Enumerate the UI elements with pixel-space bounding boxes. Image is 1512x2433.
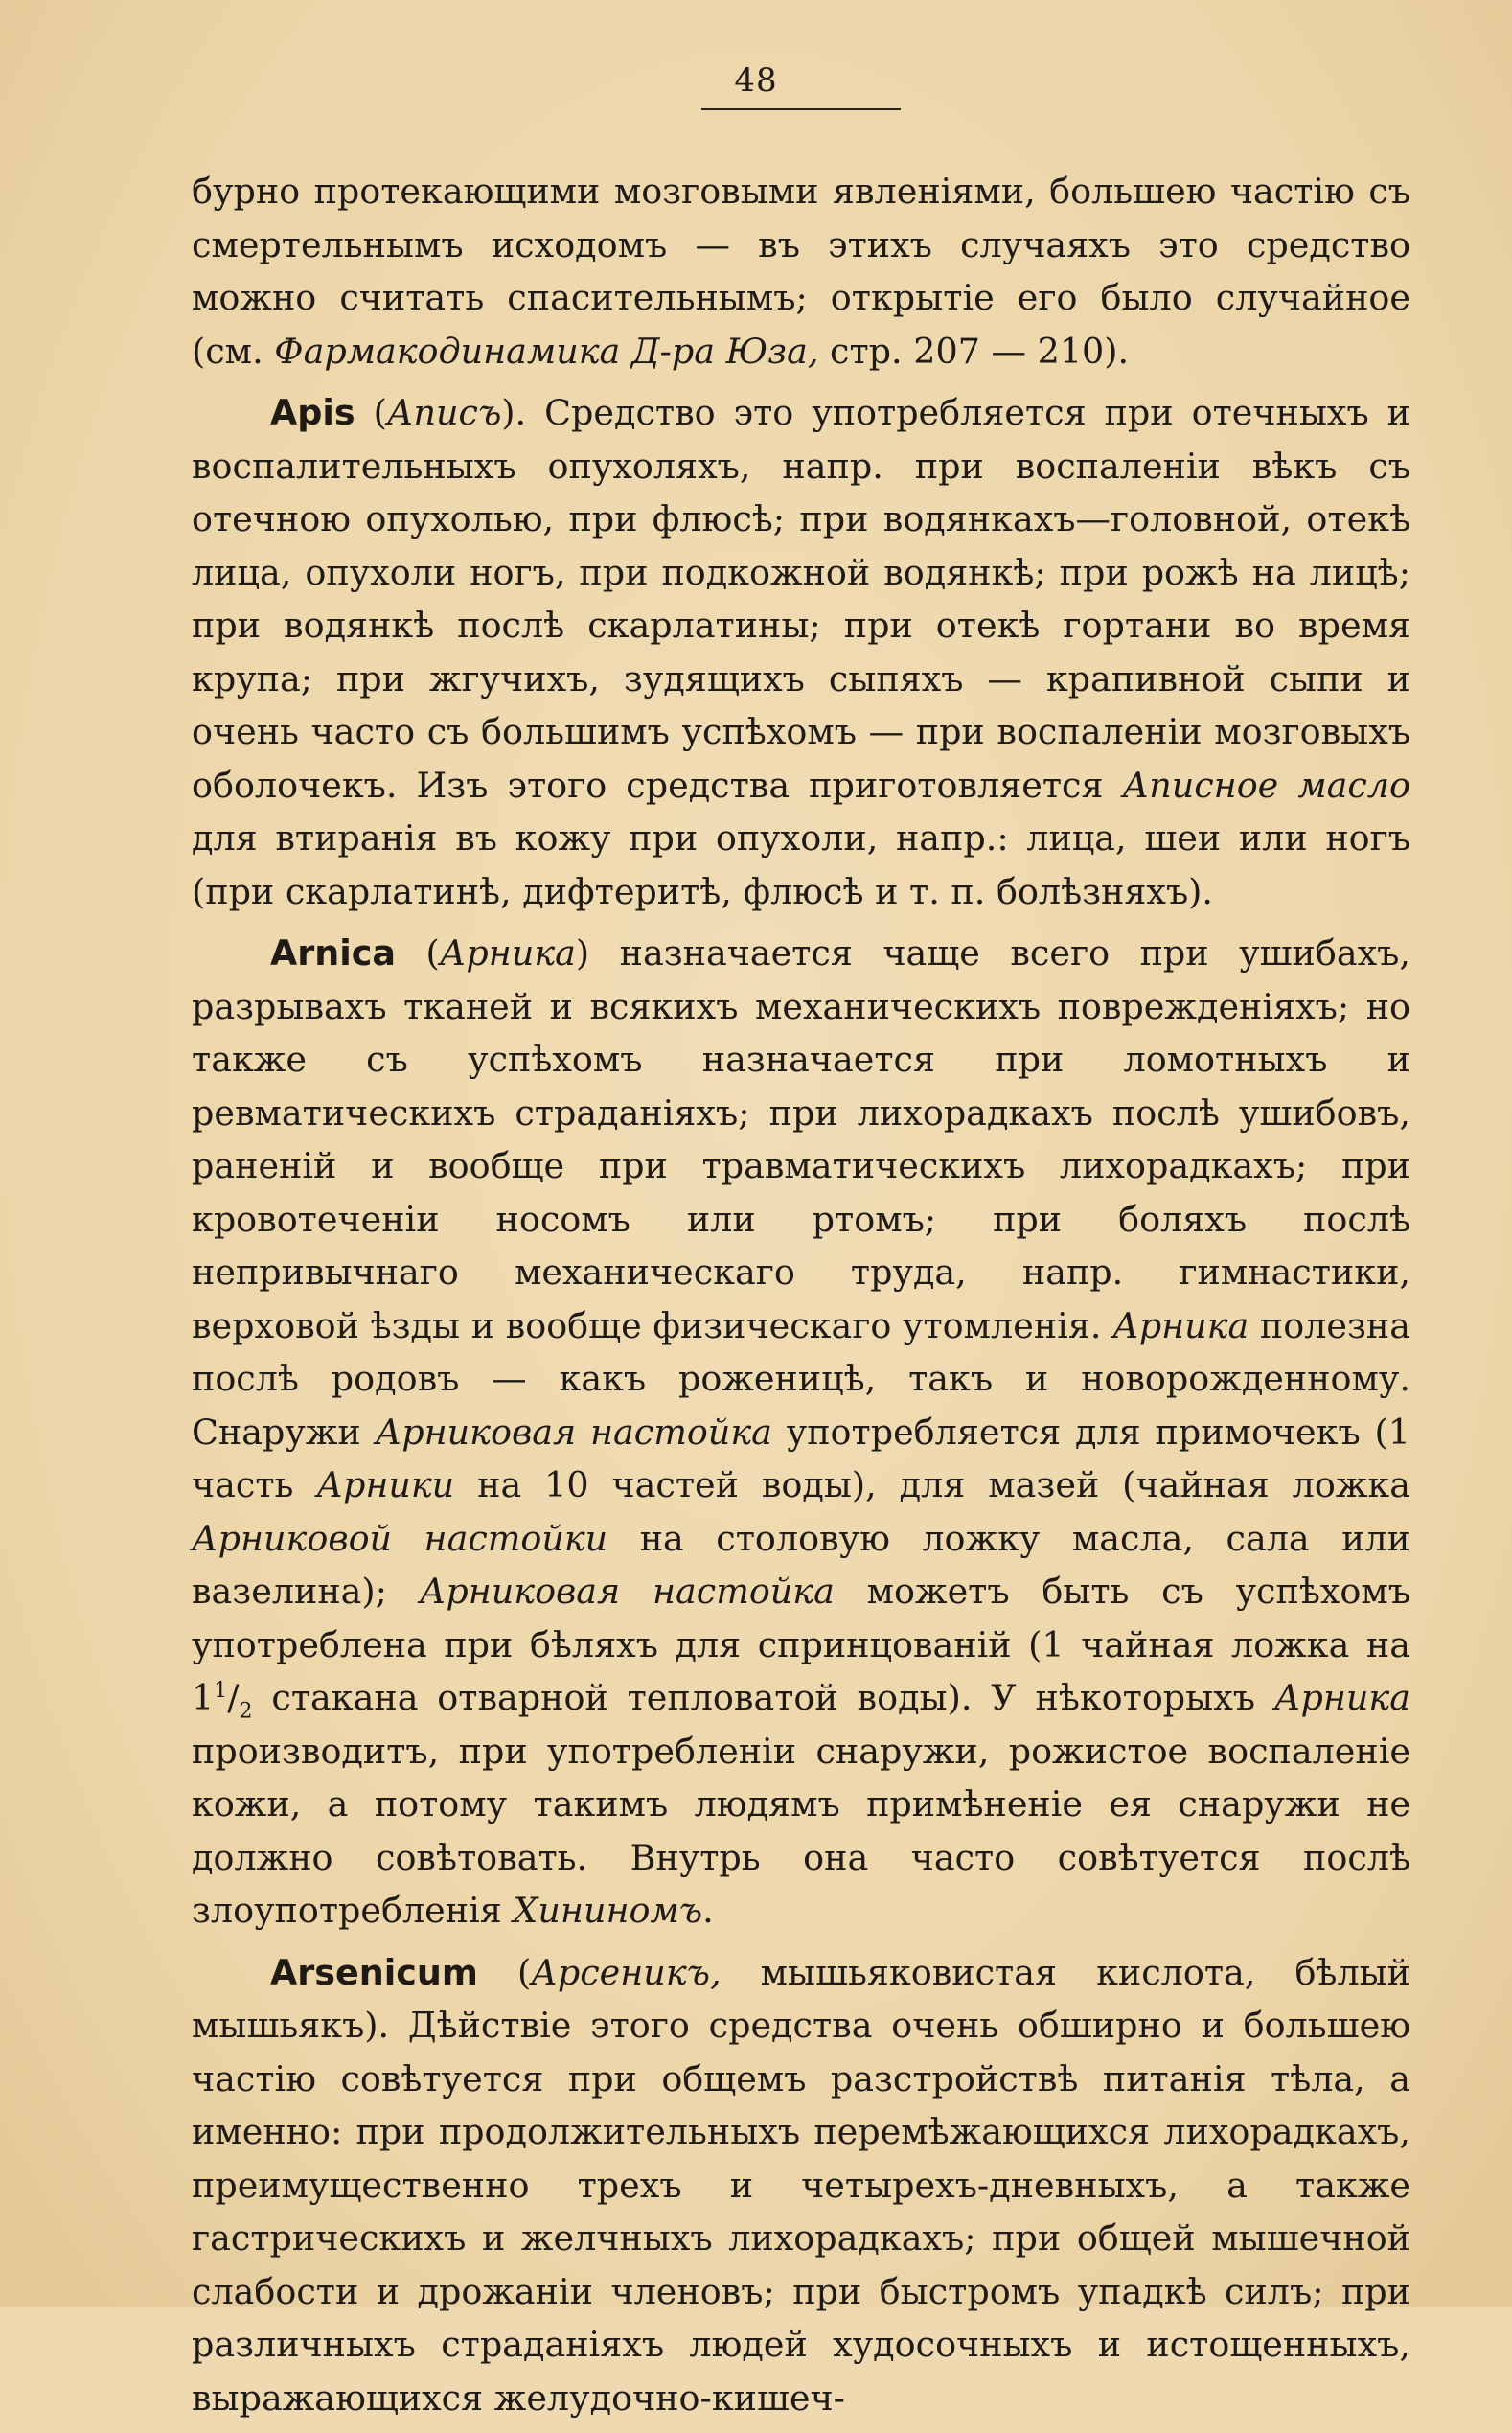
text-run: можетъ быть съ успѣхомъ употреблена при бѣляхъ для спринцованій (1 чайная ложка на 1 xyxy=(192,1571,1411,1718)
header-rule xyxy=(701,108,901,110)
text-run: употребляется для примочекъ (1 часть xyxy=(192,1411,1410,1505)
italic-term: Аписъ xyxy=(386,392,502,433)
italic-term: Арсеникъ, xyxy=(531,1951,722,1993)
body-text xyxy=(192,165,1410,2433)
text-run: на столовую ложку масла, сала или вазелина); xyxy=(192,1517,1410,1612)
text-run: ( xyxy=(396,932,440,974)
italic-term: Арника xyxy=(439,932,576,974)
italic-term: Арника xyxy=(1112,1304,1249,1346)
italic-term: Хининомъ xyxy=(513,1890,703,1931)
italic-reference: Фармакодинамика Д-ра Юза, xyxy=(274,330,819,372)
italic-term: Арники xyxy=(316,1464,455,1505)
paragraph-intro xyxy=(192,165,1410,378)
text-run: производитъ, при употребленіи снаружи, рожистое воспаленіе кожи, а потому такимъ людямъ примѣненіе ея снаружи не должно совѣтовать. Внутрь она часто совѣтуется послѣ злоупотребленія xyxy=(192,1730,1410,1931)
italic-term: Арниковая настойка xyxy=(419,1571,835,1612)
fraction-slash: / xyxy=(227,1677,240,1718)
entry-apis xyxy=(192,386,1410,918)
text-run: стакана отварной тепловатой воды). У нѣкоторыхъ xyxy=(252,1677,1274,1718)
text-run: для втиранія въ кожу при опухоли, напр.: лица, шеи или ногъ (при скарлатинѣ, дифтеритѣ, флюсѣ и т. п. болѣзняхъ). xyxy=(192,817,1410,912)
italic-term: Арниковой настойки xyxy=(192,1517,608,1559)
text-run: бурно протекающими мозговыми явленіями, большею частію съ смертельнымъ исходомъ — въ этихъ случаяхъ это средство можно считать спасительнымъ; открытіе его было случайное (см. xyxy=(192,171,1410,372)
text-run: мышьяковистая кислота, бѣлый мышьякъ). Дѣйствіе этого средства очень обширно и большею частію совѣтуется при общемъ разстройствѣ питанія тѣла, а именно: при продолжительныхъ перемѣжающихся лихорадкахъ, преимущественно трехъ и четырехъ-дневныхъ, а также гастрическихъ и желчныхъ лихорадкахъ; при общей мышечной слабости и дрожаніи членовъ; при быстромъ упадкѣ силъ; при различныхъ страданіяхъ людей худосочныхъ и истощенныхъ, выражающихся желудочно-кишеч- xyxy=(192,1951,1411,2419)
text-run: ( xyxy=(477,1951,532,1993)
page-number: 48 xyxy=(734,61,778,100)
entry-arnica xyxy=(192,927,1410,1938)
entry-term: Arsenicum xyxy=(270,1951,478,1993)
text-run: ( xyxy=(355,392,387,433)
text-run: на 10 частей воды), для мазей (чайная ложка xyxy=(454,1464,1410,1505)
entry-term: Arnica xyxy=(270,932,397,974)
text-run: ). Средство это употребляется при отечныхъ и воспалительныхъ опухоляхъ, напр. при воспаленіи вѣкъ съ отечною опухолью, при флюсѣ; при водянкахъ—головной, отекѣ лица, опухоли ногъ, при подкожной водянкѣ; при рожѣ на лицѣ; при водянкѣ послѣ скарлатины; при отекѣ гортани во время крупа; при жгучихъ, зудящихъ сыпяхъ — крапивной сыпи и очень часто съ большимъ успѣхомъ — при воспаленіи мозговыхъ оболочекъ. Изъ этого средства приготовляется xyxy=(192,392,1410,806)
text-run: стр. 207 — 210). xyxy=(818,330,1130,372)
text-run: полезна послѣ родовъ — какъ роженицѣ, такъ и новорожденному. Снаружи xyxy=(192,1304,1410,1453)
italic-term: Арниковая настойка xyxy=(375,1411,772,1453)
fraction-denominator: 2 xyxy=(239,1699,253,1724)
text-run: . xyxy=(702,1890,714,1931)
italic-term: Аписное масло xyxy=(1122,764,1410,806)
text-run: ) назначается чаще всего при ушибахъ, разрывахъ тканей и всякихъ механическихъ поврежденіяхъ; но также съ успѣхомъ назначается при ломотныхъ и ревматическихъ страданіяхъ; при лихорадкахъ послѣ ушибовъ, раненій и вообще при травматическихъ лихорадкахъ; при кровотеченіи носомъ или ртомъ; при боляхъ послѣ непривычнаго механическаго труда, напр. гимнастики, верховой ѣзды и вообще физическаго утомленія. xyxy=(192,932,1410,1346)
entry-term: Apis xyxy=(270,392,355,433)
entry-arsenicum xyxy=(192,1946,1410,2425)
fraction-numerator: 1 xyxy=(214,1678,228,1703)
italic-term: Арника xyxy=(1273,1677,1410,1718)
